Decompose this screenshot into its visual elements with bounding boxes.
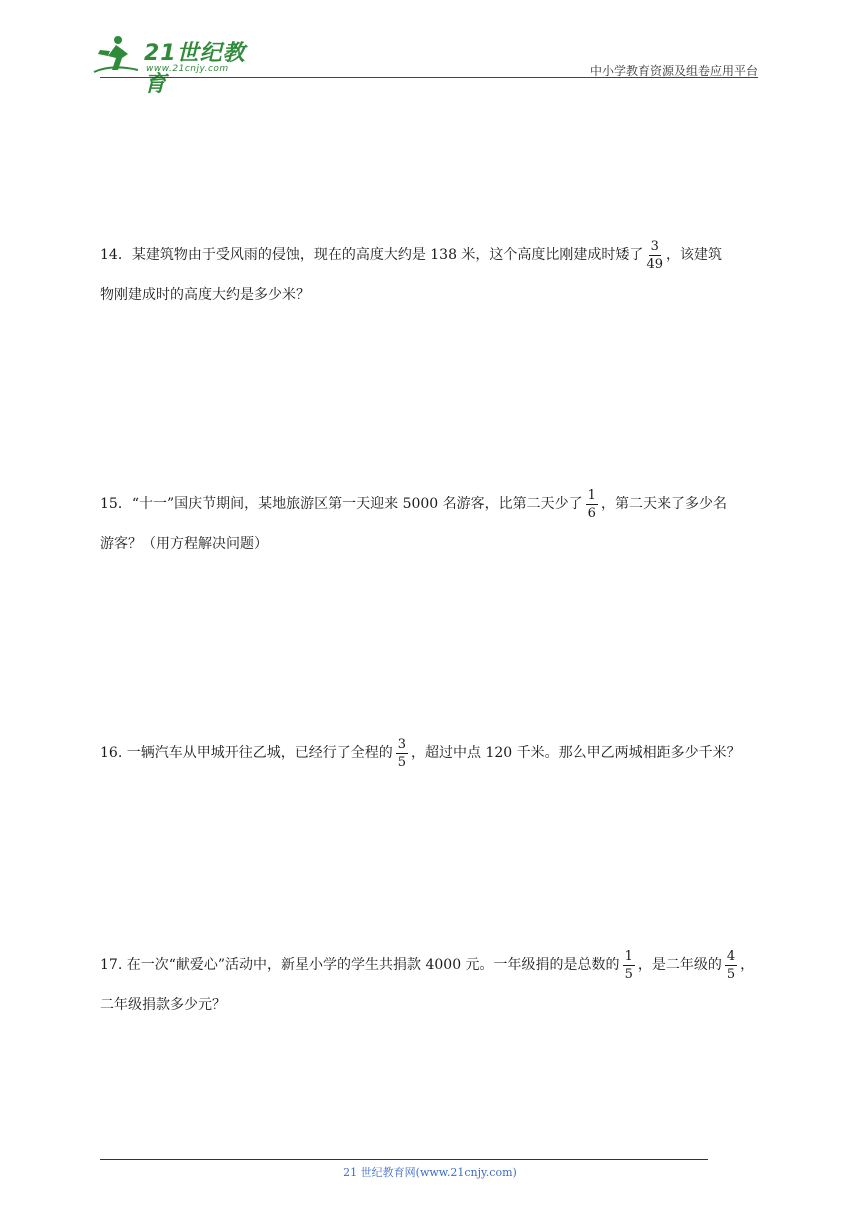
question-line [100, 235, 762, 275]
question-text: ，第二天来了多少名 [600, 496, 727, 512]
question-line [100, 484, 762, 524]
question-text: ， [740, 957, 755, 973]
question-text: ，超过中点 120 千米。那么甲乙两城相距多少千米？ [411, 745, 741, 761]
question-text: 15．“十一”国庆节期间，某地旅游区第一天迎来 5000 名游客，比第二天少了 [100, 496, 583, 512]
header-divider [100, 77, 758, 78]
fraction-denominator: 6 [587, 505, 596, 521]
question-text: ，是二年级的 [637, 957, 722, 973]
question-text: 二年级捐款多少元？ [100, 997, 226, 1013]
fraction-numerator: 1 [587, 487, 596, 503]
site-logo[interactable] [92, 34, 262, 97]
question-line [100, 733, 762, 773]
fraction-numerator: 3 [650, 238, 659, 254]
question-text: ，该建筑 [665, 247, 722, 263]
logo-text: 21世纪教育 [144, 41, 246, 97]
question-17 [100, 945, 762, 1025]
fraction-numerator: 3 [397, 736, 406, 752]
question-line [100, 275, 762, 315]
question-text: 游客？（用方程解决问题） [100, 536, 268, 552]
fraction [623, 949, 635, 982]
fraction [646, 239, 663, 272]
fraction-numerator: 1 [624, 948, 633, 964]
question-text: 16. 一辆汽车从甲城开往乙城，已经行了全程的 [100, 745, 393, 761]
question-line [100, 945, 762, 985]
footer-link[interactable]: 21 世纪教育网(www.21cnjy.com) [343, 1166, 517, 1179]
question-text: 14．某建筑物由于受风雨的侵蚀，现在的高度大约是 138 米，这个高度比刚建成时矮了 [100, 247, 644, 263]
runner-icon [92, 34, 142, 78]
question-line [100, 524, 762, 564]
fraction-denominator: 5 [624, 966, 633, 982]
fraction [586, 488, 598, 521]
fraction [396, 737, 408, 770]
fraction [725, 949, 737, 982]
question-text: 17. 在一次“献爱心”活动中，新星小学的学生共捐款 4000 元。一年级捐的是总数的 [100, 957, 620, 973]
question-text: 物刚建成时的高度大约是多少米？ [100, 287, 310, 303]
fraction-denominator: 49 [646, 256, 663, 272]
fraction-denominator: 5 [397, 754, 406, 770]
fraction-numerator: 4 [726, 948, 736, 964]
logo-url: www.21cnjy.com [146, 64, 229, 74]
platform-title: 中小学教育资源及组卷应用平台 [589, 64, 758, 78]
fraction-denominator: 5 [726, 966, 736, 982]
question-16 [100, 733, 762, 773]
footer-divider [100, 1159, 708, 1160]
question-15 [100, 484, 762, 564]
question-14 [100, 235, 762, 315]
question-line [100, 985, 762, 1025]
page-header [0, 0, 860, 97]
